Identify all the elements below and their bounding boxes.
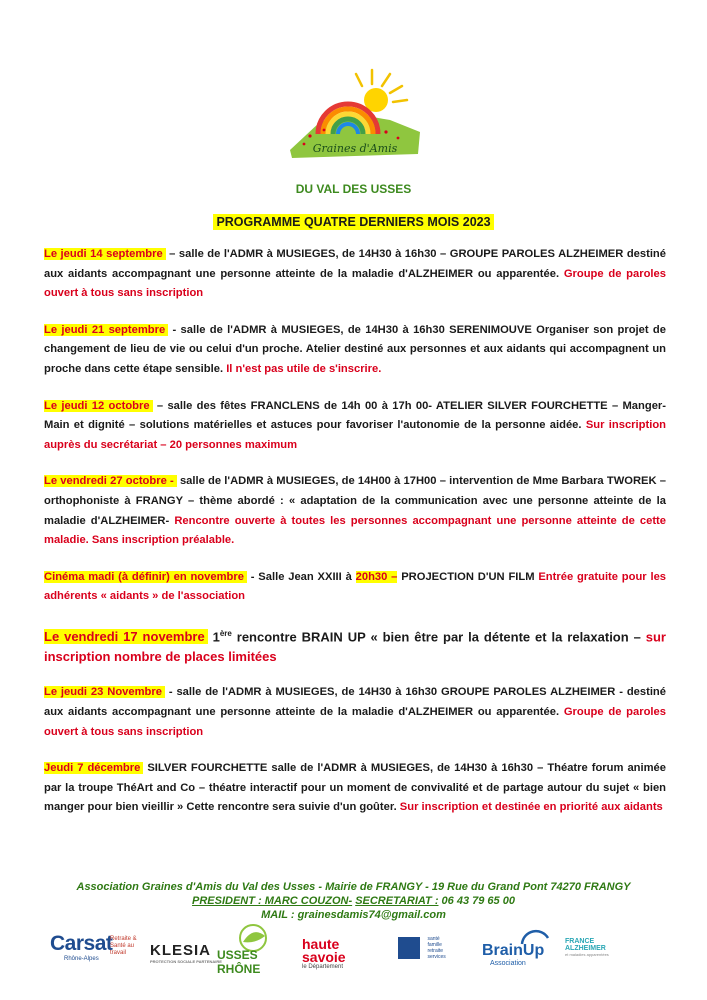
klesia-name: KLESIA (150, 942, 212, 959)
footer-address: Association Graines d'Amis du Val des Usses - Mairie de FRANGY - 19 Rue du Grand Pont 74270 FRANGY (76, 881, 631, 893)
event-8 (44, 759, 666, 818)
event-text: - salle de l'ADMR à MUSIEGES, de 14H30 à 16h30 SERENIMOUVE Organiser son projet de changement de lieu de vie ou celui d'un proche. Atelier destiné aux personnes et aux aidants qui accompagnent un proche dans cette étape sensible. (44, 323, 666, 375)
event-date: Cinéma madi (à définir) en novembre (44, 571, 247, 583)
brainup-logo (482, 930, 552, 970)
subtitle: DU VAL DES USSES (295, 182, 412, 196)
event-2 (44, 321, 666, 380)
msa-l1: santé (427, 936, 440, 942)
event-date: Le jeudi 23 Novembre (44, 686, 165, 698)
carsat-logo (50, 932, 137, 962)
event-text-2: PROJECTION D'UN FILM (397, 570, 539, 583)
events-list (44, 245, 666, 835)
klesia-logo (150, 942, 222, 964)
event-text: rencontre BRAIN UP « bien être par la détente et la relaxation – (231, 629, 646, 645)
france-alzheimer-logo (565, 938, 609, 957)
carsat-name: Carsat (50, 932, 113, 955)
event-time: 20h30 – (355, 570, 398, 583)
event-7 (44, 683, 666, 742)
footer-mail[interactable]: MAIL : grainesdamis74@gmail.com (261, 909, 446, 921)
france-alzheimer-l1: FRANCE (565, 938, 595, 945)
program-title-text: PROGRAMME QUATRE DERNIERS MOIS 2023 (213, 214, 493, 230)
program-title (0, 213, 707, 231)
event-4 (44, 472, 666, 550)
event-date: Le jeudi 21 septembre (44, 324, 168, 336)
event-note: Groupe de paroles ouvert à tous sans inscription (44, 267, 666, 300)
logo-text: Graines d'Amis (312, 142, 398, 155)
event-text: SILVER FOURCHETTE salle de l'ADMR à MUSIEGES, de 14H30 à 16h30 – Théatre forum animée par la troupe ThéArt and Co – théatre interactif pour un moment de convivalité et de partage autour du sujet « bien manger pour bien vieillir » Cette rencontre sera suivie d'un goûter. (44, 762, 666, 814)
event-text: salle de l'ADMR à MUSIEGES, de 14H00 à 17H00 – intervention de Mme Barbara TWOREK – orthophoniste à FRANGY – thème abordé : « adaptation de la communication avec une personne atteinte de la maladie d'ALZHEIMER- (44, 475, 667, 527)
event-note: Groupe de paroles ouvert à tous sans inscription (44, 706, 666, 738)
event-text: – salle des fêtes FRANCLENS de 14h 00 à 17h 00- ATELIER SILVER FOURCHETTE – Manger-Main et dignité – solutions matérielles et astuces pour favoriser l'autonomie de la personne aidée. (44, 399, 666, 432)
brainup-sub: Association (490, 960, 526, 967)
usses-name: USSES RHÔNE (217, 948, 261, 976)
event-note: Entrée gratuite pour les adhérents « aidants » de l'association (44, 570, 667, 603)
france-alzheimer-l2: ALZHEIMER (565, 945, 606, 952)
event-text: – salle de l'ADMR à MUSIEGES, de 14H30 à 16h30 – GROUPE PAROLES ALZHEIMER destiné aux aidants accompagnant une personne atteinte de la maladie d'ALZHEIMER ou apparentée. (44, 248, 666, 280)
event-6 (44, 624, 666, 667)
event-5 (44, 568, 666, 607)
msa-square-icon (398, 937, 420, 959)
france-alzheimer-l3: et maladies apparentées (565, 952, 609, 957)
event-date: Le vendredi 27 octobre - (44, 475, 177, 487)
partner-logos (50, 930, 650, 974)
brainup-name: BrainUp (482, 942, 545, 959)
klesia-sub: PROTECTION SOCIALE PARTENAIRE (150, 959, 222, 964)
msa-l2: famille (427, 942, 442, 948)
haute-savoie-l1: haute (302, 936, 340, 952)
event-ordinal-sup: ère (219, 628, 232, 638)
event-ordinal: 1 (212, 629, 220, 645)
carsat-sub: Retraite & Santé au travail (110, 936, 137, 956)
footer-president: PRESIDENT : MARC COUZON- (192, 895, 353, 907)
msa-l4: services (427, 954, 446, 960)
haute-savoie-l2: savoie (302, 949, 346, 965)
footer-phone: 06 43 79 65 00 (438, 895, 515, 907)
footer-contacts (0, 894, 707, 908)
haute-savoie-logo (302, 938, 346, 970)
event-3 (44, 397, 666, 456)
event-text: - salle de l'ADMR à MUSIEGES, de 14H30 à 16h30 GROUPE PAROLES ALZHEIMER - destiné aux aidants accompagnant une personne atteinte de la maladie d'ALZHEIMER ou apparentée. (44, 686, 666, 719)
event-note: Sur inscription auprès du secrétariat – 20 personnes maximum (44, 419, 666, 451)
haute-savoie-l3: le Département (302, 964, 344, 970)
carsat-region: Rhône-Alpes (64, 956, 99, 962)
event-note: Sur inscription et destinée en priorité aux aidants (399, 801, 663, 814)
graines-damis-logo (280, 62, 430, 162)
event-text: - Salle Jean XXIII à (246, 570, 356, 583)
event-note: sur inscription nombre de places limitées (44, 629, 666, 664)
msa-logo (398, 936, 446, 960)
event-note: Rencontre ouverte à toutes les personnes accompagnant une personne atteinte de cette maladie. Sans inscription préalable. (44, 514, 667, 547)
msa-l3: retraite (427, 948, 444, 954)
msa-text (427, 936, 445, 960)
event-date: Jeudi 7 décembre (44, 762, 143, 774)
footer-secretariat-label: SECRETARIAT : (355, 895, 439, 907)
footer (0, 880, 707, 922)
event-date: Le vendredi 17 novembre (44, 629, 208, 644)
usses-rhone-logo (213, 922, 293, 976)
rainbow-sun-icon (280, 62, 430, 162)
event-note: Il n'est pas utile de s'inscrire. (226, 362, 382, 375)
event-1 (44, 245, 666, 304)
event-date: Le jeudi 12 octobre (44, 400, 153, 412)
event-date: Le jeudi 14 septembre (44, 248, 166, 260)
